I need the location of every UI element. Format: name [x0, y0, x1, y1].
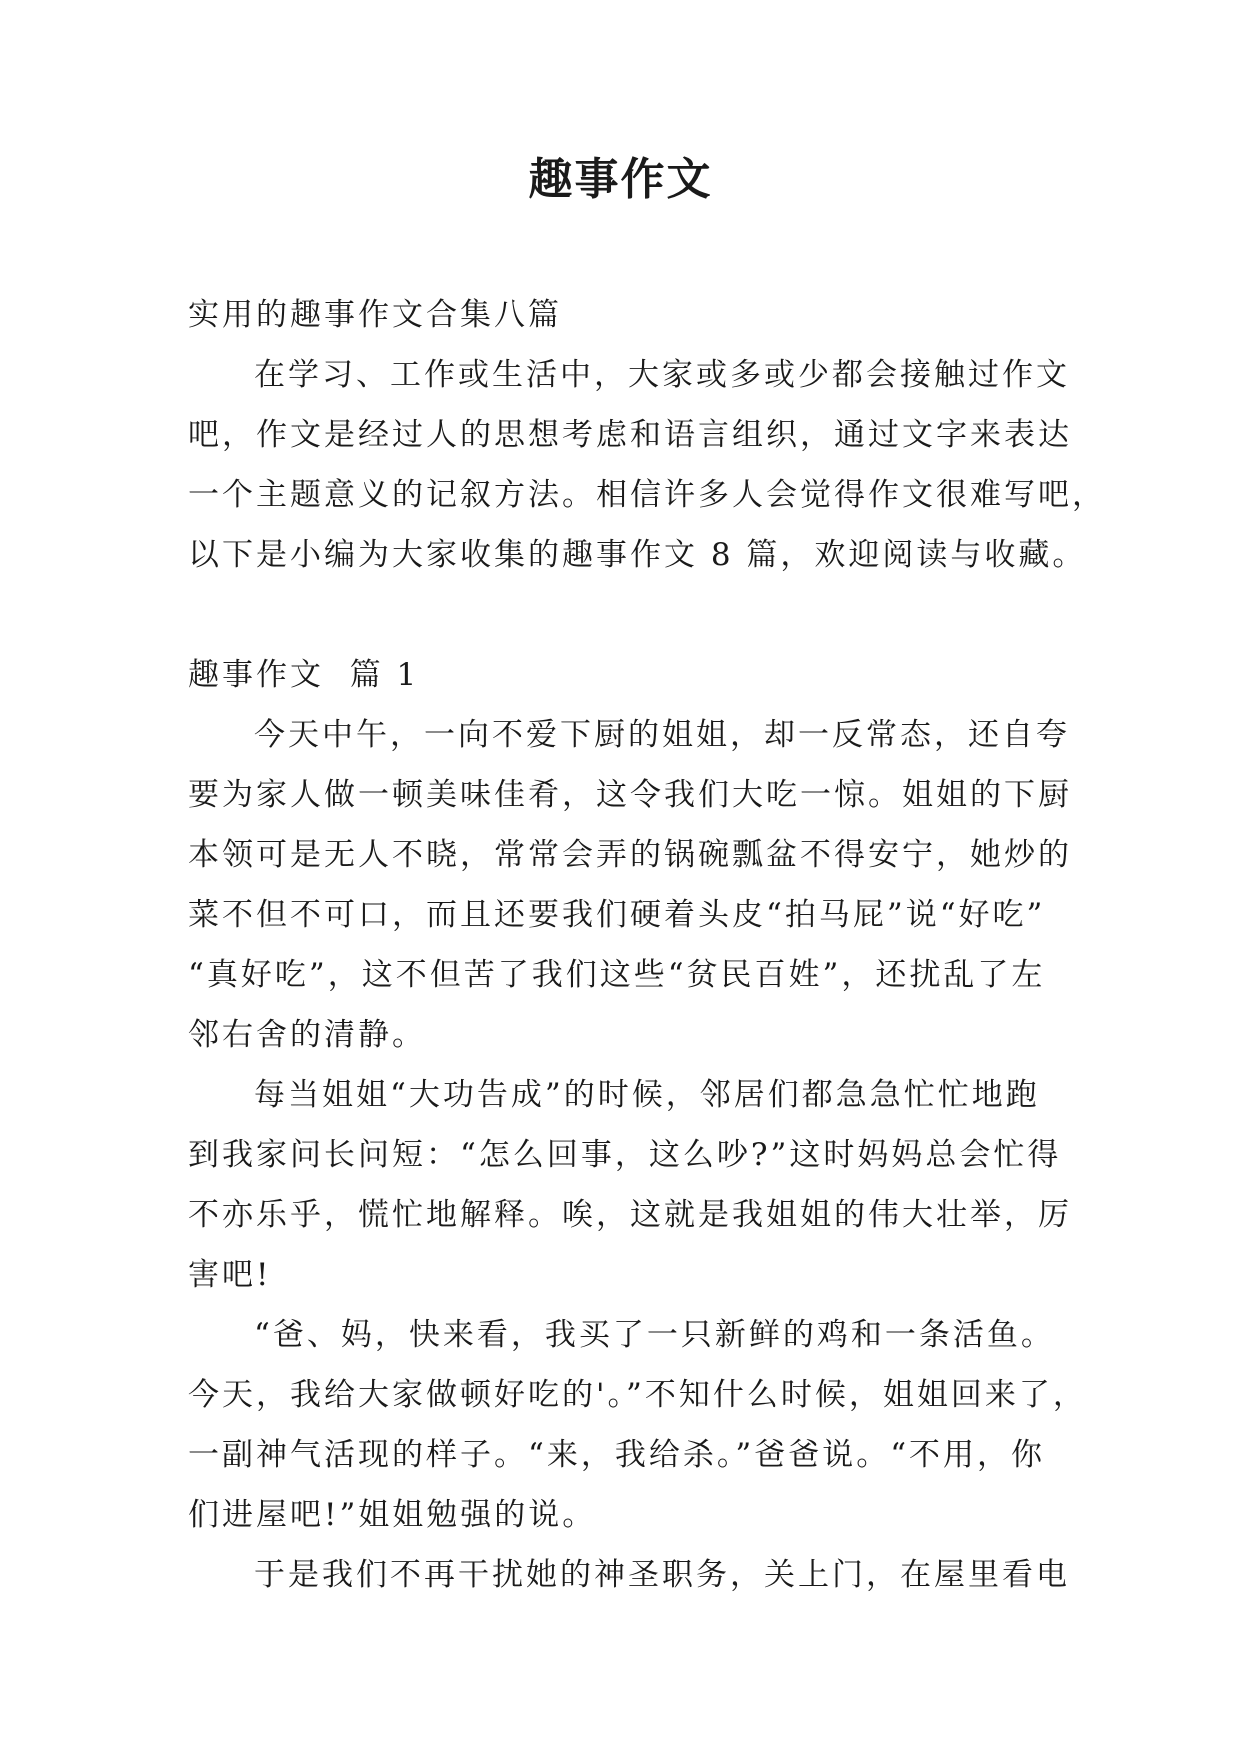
paragraph-line: 不亦乐乎，慌忙地解释。唉，这就是我姐姐的伟大壮举，厉: [188, 1197, 1072, 1233]
paragraph-line: 到我家问长问短：“怎么回事，这么吵?”这时妈妈总会忙得: [188, 1137, 1062, 1173]
paragraph-line: 每当姐姐“大功告成”的时候，邻居们都急急忙忙地跑: [254, 1077, 1040, 1113]
document-title: 趣事作文: [528, 154, 713, 205]
paragraph-line: 吧，作文是经过人的思想考虑和语言组织，通过文字来表达: [188, 417, 1072, 453]
paragraph-line: 于是我们不再干扰她的神圣职务，关上门，在屋里看电: [254, 1557, 1070, 1593]
paragraph-line: 以下是小编为大家收集的趣事作文 8 篇，欢迎阅读与收藏。: [188, 537, 1087, 573]
document-subtitle: 实用的趣事作文合集八篇: [188, 297, 562, 333]
paragraph-line: 一副神气活现的样子。“来，我给杀。”爸爸说。“不用，你: [188, 1437, 1046, 1473]
document-body: [188, 285, 1106, 1605]
paragraph-line: 害吧!: [188, 1257, 272, 1293]
paragraph-2: [188, 1065, 1072, 1305]
paragraph-line: “爸、妈，快来看，我买了一只新鲜的鸡和一条活鱼。: [254, 1317, 1055, 1353]
paragraph-3: [188, 1305, 1087, 1545]
paragraph-line: 要为家人做一顿美味佳肴，这令我们大吃一惊。姐姐的下厨: [188, 777, 1072, 813]
paragraph-line: 们进屋吧!”姐姐勉强的说。: [188, 1497, 597, 1533]
paragraph-line: 一个主题意义的记叙方法。相信许多人会觉得作文很难写吧，: [188, 477, 1106, 513]
paragraph-line: 邻右舍的清静。: [188, 1017, 426, 1053]
paragraph-line: 在学习、工作或生活中，大家或多或少都会接触过作文: [254, 357, 1070, 393]
intro-paragraph: [188, 345, 1106, 585]
paragraph-line: 今天中午，一向不爱下厨的姐姐，却一反常态，还自夸: [254, 717, 1070, 753]
paragraph-line: “真好吃”，这不但苦了我们这些“贫民百姓”，还扰乱了左: [188, 957, 1046, 993]
paragraph-line: 本领可是无人不晓，常常会弄的锅碗瓢盆不得安宁，她炒的: [188, 837, 1072, 873]
paragraph-1: [188, 705, 1072, 1065]
paragraph-line: 今天，我给大家做顿好吃的'。”不知什么时候，姐姐回来了，: [188, 1377, 1087, 1413]
section-gap: [188, 585, 1068, 645]
paragraph-line: 菜不但不可口，而且还要我们硬着头皮“拍马屁”说“好吃”: [188, 897, 1046, 933]
section-heading: 趣事作文 篇 1: [188, 657, 420, 693]
paragraph-4: [188, 1545, 1068, 1605]
